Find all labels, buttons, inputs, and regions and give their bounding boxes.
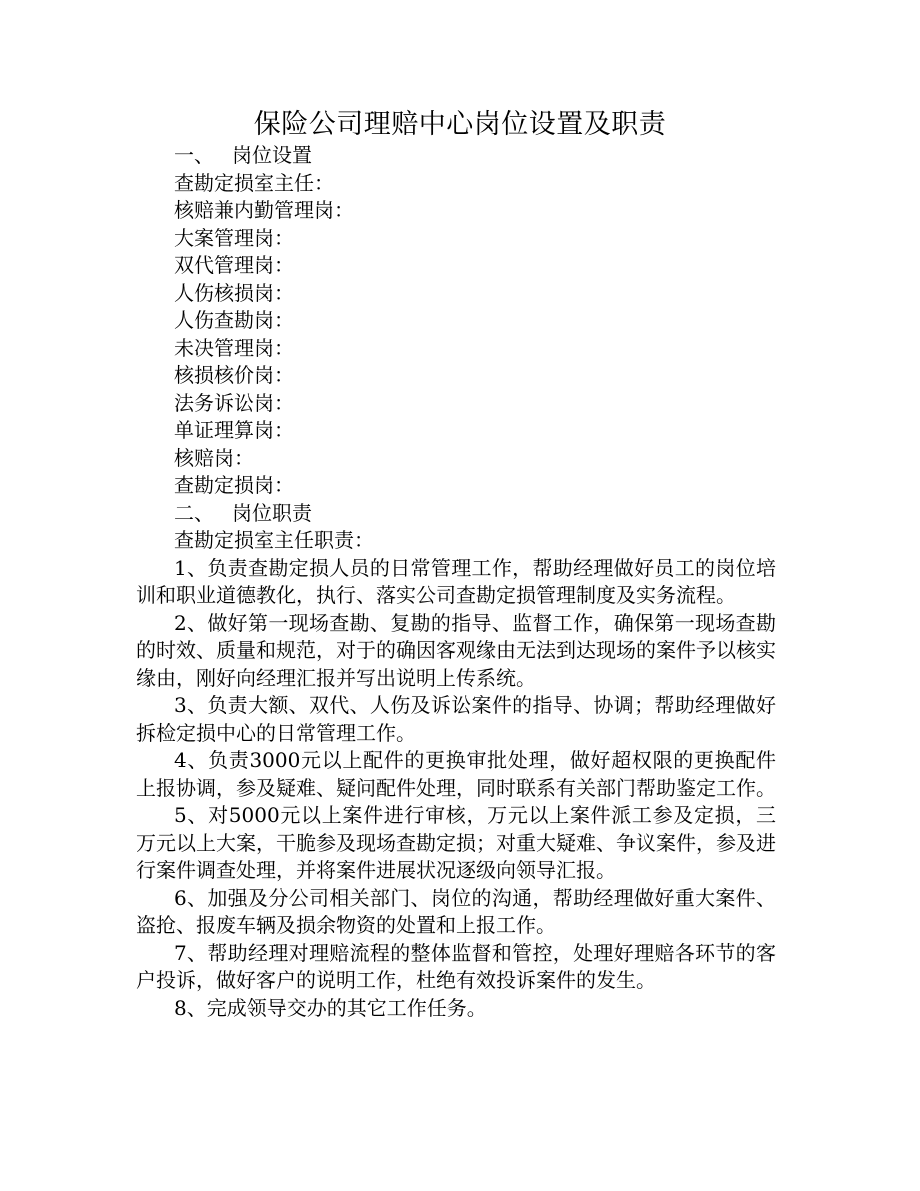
document-title: 保险公司理赔中心岗位设置及职责 [253,109,667,140]
section-heading-text: 岗位职责 [232,500,312,525]
position-item: 查勘定损室主任： [174,170,334,195]
position-item: 人伤核损岗： [174,280,294,305]
duty-paragraph: 8、完成领导交办的其它工作任务。 [174,995,487,1020]
duty-paragraph: 1、负责查勘定损人员的日常管理工作，帮助经理做好员工的岗位培训和职业道德教化，执行、落实公司查勘定损管理制度及实务流程。 [136,555,776,607]
position-item: 核赔兼内勤管理岗： [174,198,354,222]
section-number: 二、 [174,500,214,525]
section-heading-1 [136,142,776,170]
duties-subheading: 查勘定损室主任职责： [174,528,374,552]
duty-paragraph: 2、做好第一现场查勘、复勘的指导、监督工作，确保第一现场查勘的时效、质量和规范，对于的确因客观缘由无法到达现场的案件予以核实缘由，刚好向经理汇报并写出说明上传系统。 [136,610,776,690]
position-item: 查勘定损岗： [174,473,294,497]
duty-paragraph: 3、负责大额、双代、人伤及诉讼案件的指导、协调；帮助经理做好拆检定损中心的日常管理工作。 [136,693,776,745]
section-heading-2 [136,500,776,528]
duty-paragraph: 7、帮助经理对理赔流程的整体监督和管控，处理好理赔各环节的客户投诉，做好客户的说明工作，杜绝有效投诉案件的发生。 [136,940,776,992]
position-item: 核损核价岗： [174,363,294,387]
section-heading-text: 岗位设置 [232,143,312,167]
position-item: 双代管理岗： [174,253,294,277]
duty-paragraph: 5、对5000元以上案件进行审核，万元以上案件派工参及定损，三万元以上大案，干脆参及现场查勘定损；对重大疑难、争议案件，参及进行案件调查处理，并将案件进展状况逐级向领导汇报。 [136,803,776,882]
position-item: 法务诉讼岗： [174,390,294,415]
position-item: 未决管理岗： [174,335,294,360]
section-number: 一、 [174,143,214,167]
duty-paragraph: 4、负责3000元以上配件的更换审批处理，做好超权限的更换配件上报协调，参及疑难、疑问配件处理，同时联系有关部门帮助鉴定工作。 [136,748,776,800]
duty-paragraph: 6、加强及分公司相关部门、岗位的沟通，帮助经理做好重大案件、盗抢、报废车辆及损余物资的处置和上报工作。 [136,885,776,937]
position-item: 单证理算岗： [174,418,294,442]
position-item: 核赔岗： [174,445,254,470]
position-item: 人伤查勘岗： [174,308,294,332]
position-item: 大案管理岗： [174,225,294,250]
document-body [136,142,776,1022]
